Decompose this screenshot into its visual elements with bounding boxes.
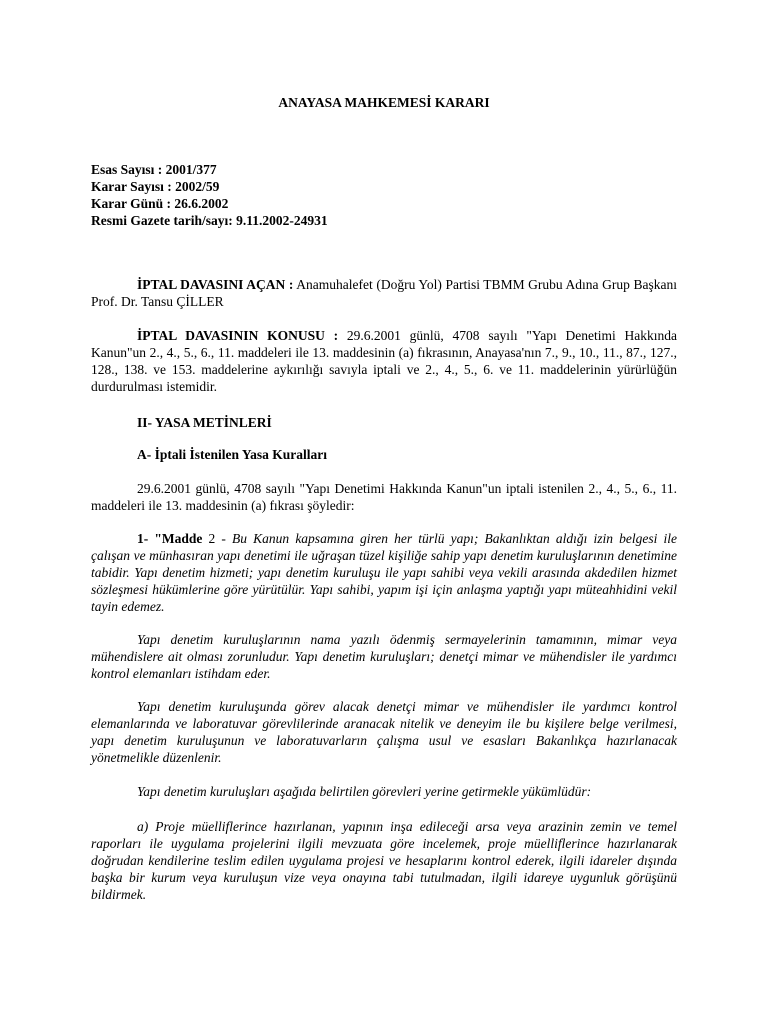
iptal-konusu-text: 29.6.2001 günlü, 4708 sayılı "Yapı Denetimi Hakkında Kanun"un 2., 4., 5., 6., 11. maddeleri ile 13. maddesinin (a) fıkrasının, Anayasa'nın 7., 9., 10., 11., 87., 127., 128., 138. ve 153. maddelerine aykırılığı savıyla iptali ve 2., 4., 5., 6. ve 11. maddelerinin yürürlüğün durdurulması istemidir. [91,328,677,394]
iptal-konusu-label: İPTAL DAVASININ KONUSU : [137,328,339,343]
madde-2-paragraph [91,530,677,615]
madde-number: 2 - [202,531,233,546]
paragraph-sermaye: Yapı denetim kuruluşlarının nama yazılı ödenmiş sermayelerinin tamamının, mimar veya mühendislere ait olması zorunludur. Yapı denetim kuruluşları; denetçi mimar ve mühendisler ile yardımcı kontrol elemanları istihdam eder. [91,632,677,681]
madde-label: 1- "Madde [137,531,203,546]
paragraph-gorevler: Yapı denetim kuruluşları aşağıda belirtilen görevleri yerine getirmekle yükümlüdür: [137,784,592,799]
esas-sayisi: Esas Sayısı : 2001/377 [91,162,217,177]
karar-sayisi: Karar Sayısı : 2002/59 [91,179,220,194]
intro-paragraph: 29.6.2001 günlü, 4708 sayılı "Yapı Denetimi Hakkında Kanun"un iptali istenilen 2., 4., 5., 6., 11. maddeleri ile 13. maddesinin (a) fıkrası şöyledir: [91,481,677,513]
karar-gunu: Karar Günü : 26.6.2002 [91,196,229,211]
iptal-davasini-acan [91,276,677,310]
iptal-acan-label: İPTAL DAVASINI AÇAN : [137,277,294,292]
paragraph-a-proje: a) Proje müelliflerince hazırlanan, yapının inşa edileceği arsa veya arazinin zemin ve temel raporları ile uygulama projelerini ilgili mevzuata göre incelemek, proje müelliflerince hazırlanarak doğrudan kendilerine teslim edilen uygulama projesi ve hesaplarını kontrol ederek, ilgili idareler dışında başka bir kurum veya kuruluşun vize veya onayına tabi tutulmadan, ilgili idareye uygunluk görüşünü bildirmek. [91,819,677,902]
resmi-gazete: Resmi Gazete tarih/sayı: 9.11.2002-24931 [91,213,328,228]
sub-heading: A- İptali İstenilen Yasa Kuralları [137,447,328,462]
section-heading: II- YASA METİNLERİ [137,415,272,430]
paragraph-denetci: Yapı denetim kuruluşunda görev alacak denetçi mimar ve mühendisler ile yardımcı kontrol elemanlarında ve laboratuvar görevlilerinde aranacak nitelik ve deneyim ile bu kişilere belge verilmesi, yapı denetim kuruluşunun ve laboratuvarların çalışma usul ve esasları Bakanlıkça hazırlanacak yönetmelikle düzenlenir. [91,699,677,765]
iptal-davasinin-konusu [91,327,677,395]
madde-text: Bu Kanun kapsamına giren her türlü yapı; Bakanlıktan aldığı izin belgesi ile çalışan ve münhasıran yapı denetimi ile uğraşan tüzel kişiliğe sahip yapı denetim kuruluşlarının denetimine tabidir. Yapı denetim hizmeti; yapı denetim kuruluşu ile yapı sahibi veya vekili arasında akdedilen hizmet sözleşmesi hükümlerine göre yürütülür. Yapı sahibi, yapım işi için anlaşma yaptığı yapı müteahhidini vekil tayin edemez. [91,531,678,614]
document-title: ANAYASA MAHKEMESİ KARARI [278,95,490,110]
iptal-acan-text: Anamuhalefet (Doğru Yol) Partisi TBMM Grubu Adına Grup Başkanı Prof. Dr. Tansu ÇİLLER [91,277,677,309]
